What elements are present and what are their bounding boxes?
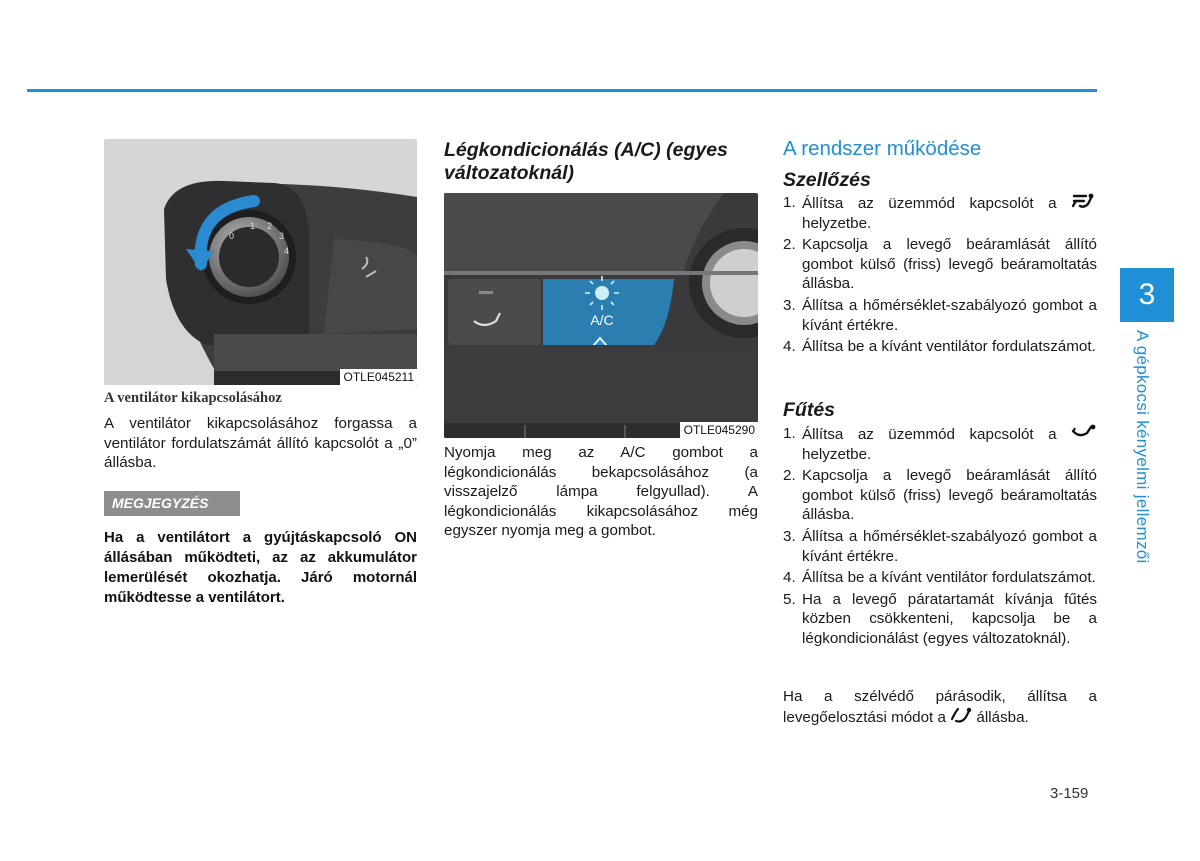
figure-caption: A ventilátor kikapcsolásához [104,390,282,406]
top-accent-rule [27,89,1097,92]
face-vent-icon [1071,193,1097,211]
ac-heading: Légkondicionálás (A/C) (egyes változatoknál) [444,139,728,184]
floor-vent-icon [1071,424,1097,442]
defrost-note: Ha a szélvédő párásodik, állítsa a levegőelosztási módot a állásba. [783,688,1097,726]
list-item: 1. Állítsa az üzemmód kapcsolót a helyzetbe. [783,193,1097,233]
fan-knob-illustration [104,139,417,385]
ventilation-heading: Szellőzés [783,169,871,191]
heating-heading: Fűtés [783,399,836,421]
knob-label-1: 1 [250,221,256,231]
floor-defrost-icon [950,707,972,725]
knob-label-4: 4 [284,246,290,256]
ventilation-steps [783,193,1097,359]
ac-text: Nyomja meg az A/C gombot a légkondicionálás bekapcsolásához (a visszajelző lámpa felgyullad). A légkondicionálás kikapcsolásához még egyszer nyomja meg a gombot. [444,444,758,540]
list-item: 2. Kapcsolja a levegő beáramlását állító gombot külső (friss) levegő beáramoltatás állásba. [783,467,1097,524]
knob-label-3: 3 [279,231,285,241]
fan-knob-figure [104,139,417,385]
list-item: 4. Állítsa be a kívánt ventilátor fordulatszámot. [783,569,1096,587]
fan-off-text: A ventilátor kikapcsolásához forgassa a ventilátor fordulatszámát állító kapcsolót a „0” állásba. [104,415,417,472]
list-item: 2. Kapcsolja a levegő beáramlását állító gombot külső (friss) levegő beáramoltatás állásba. [783,236,1097,293]
ac-button-label: A/C [590,312,614,328]
list-item: 4. Állítsa be a kívánt ventilátor fordulatszámot. [783,338,1096,356]
chapter-title: A gépkocsi kényelmi jellemzői [1133,330,1152,564]
figure-code: OTLE045290 [680,422,758,438]
note-label: MEGJEGYZÉS [104,491,240,516]
list-item: 3. Állítsa a hőmérséklet-szabályozó gombot a kívánt értékre. [783,527,1097,565]
knob-label-2: 2 [267,221,273,231]
heating-steps [783,424,1097,651]
chapter-number-tab: 3 [1120,268,1174,322]
page-number: 3-159 [1050,785,1089,802]
knob-label-0: 0 [229,231,235,241]
note-text: Ha a ventilátort a gyújtáskapcsoló ON állásában működteti, az az akkumulátor lemerülését okozhatja. Járó motornál működtesse a ventilátort. [104,529,417,606]
list-item: 3. Állítsa a hőmérséklet-szabályozó gombot a kívánt értékre. [783,296,1097,334]
list-item: 1. Állítsa az üzemmód kapcsolót a helyzetbe. [783,424,1097,464]
figure-code: OTLE045211 [340,369,418,385]
system-operation-heading: A rendszer működése [783,137,982,160]
list-item: 5. Ha a levegő páratartamát kívánja fűtés közben csökkenteni, kapcsolja be a légkondicionálást (egyes változatoknál). [783,590,1097,647]
ac-button-figure [444,193,758,438]
ac-button-illustration [444,193,758,438]
